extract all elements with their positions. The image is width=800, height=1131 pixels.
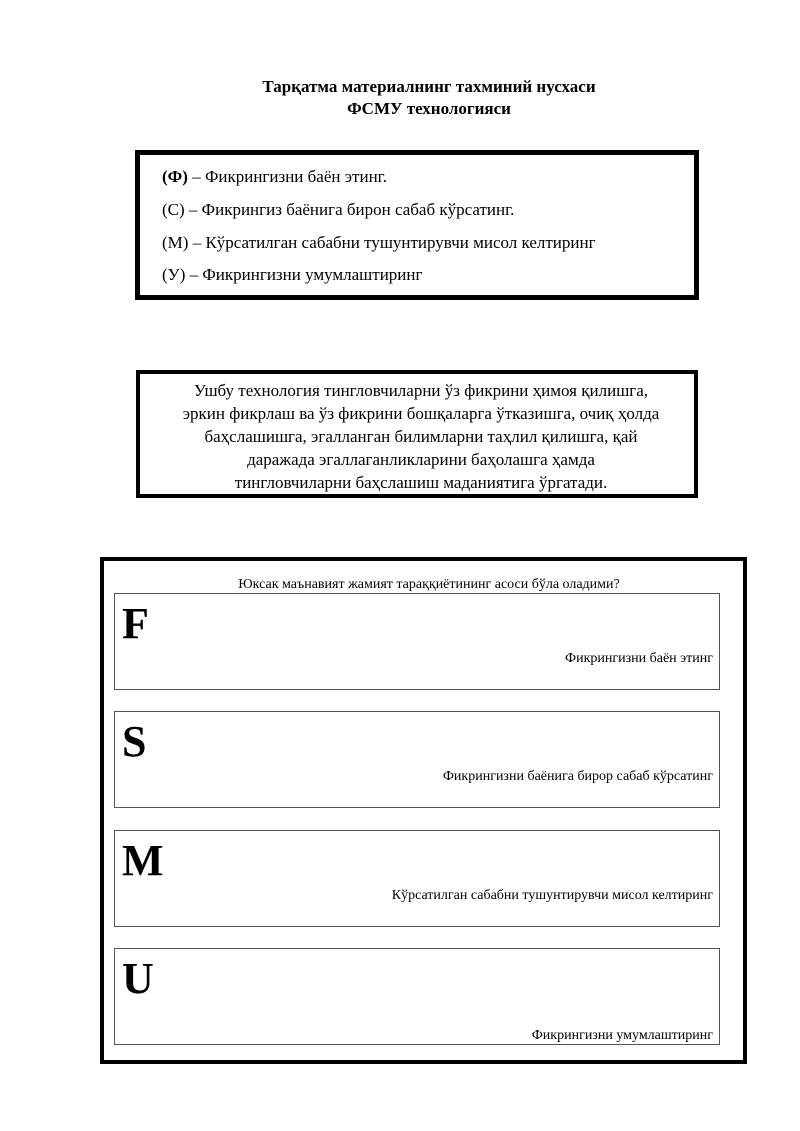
title-line-1: Тарқатма материалнинг тахминий нусхаси <box>262 77 596 96</box>
definition-key: (С) <box>162 200 185 219</box>
definition-m <box>162 233 596 253</box>
definition-text: – Фикрингизни умумлаштиринг <box>185 265 423 284</box>
description-line: тингловчиларни баҳслашиш маданиятига ўргатади. <box>234 473 608 492</box>
row-letter: M <box>122 836 164 885</box>
description-line: эркин фикрлаш ва ўз фикрини бошқаларга ўтказишга, очиқ ҳолда <box>182 404 660 423</box>
row-letter: F <box>122 599 149 648</box>
worksheet-row-f <box>114 593 720 690</box>
definition-key: (Ф) <box>162 167 188 186</box>
description-line: даражада эгаллаганликларини баҳолашга ҳамда <box>247 450 595 469</box>
worksheet-row-u <box>114 948 720 1045</box>
description-box <box>136 370 698 498</box>
title-line-2: ФСМУ технологияси <box>347 99 511 118</box>
description-text <box>140 379 702 494</box>
description-line: Ушбу технология тингловчиларни ўз фикрини ҳимоя қилишга, <box>193 381 649 400</box>
worksheet-question: Юксак маънавият жамият тараққиётининг асоси бўла оладими? <box>238 577 620 592</box>
definition-key: (У) <box>162 265 186 284</box>
description-line: баҳслашишга, эгалланган билимларни таҳлил қилишга, қай <box>204 427 638 446</box>
row-caption: Фикрингизни умумлаштиринг <box>531 1028 713 1043</box>
worksheet-row-s <box>114 711 720 808</box>
document-title <box>0 76 800 120</box>
worksheet-box <box>100 557 747 1064</box>
definition-text: – Кўрсатилган сабабни тушунтирувчи мисол келтиринг <box>188 233 596 252</box>
row-letter: S <box>122 717 147 766</box>
definition-text: – Фикрингизни баён этинг. <box>187 167 387 186</box>
worksheet-row-m <box>114 830 720 927</box>
definition-f <box>162 167 387 187</box>
definition-key: (М) <box>162 233 189 252</box>
row-letter: U <box>122 954 154 1003</box>
row-caption: Фикрингизни баён этинг <box>565 651 713 666</box>
row-caption: Кўрсатилган сабабни тушунтирувчи мисол келтиринг <box>391 888 713 903</box>
definition-text: – Фикрингиз баёнига бирон сабаб кўрсатинг. <box>184 200 515 219</box>
definition-s <box>162 200 514 220</box>
definition-u <box>162 265 422 285</box>
row-caption: Фикрингизни баёнига бирор сабаб кўрсатинг <box>442 769 713 784</box>
definitions-box <box>135 150 699 300</box>
